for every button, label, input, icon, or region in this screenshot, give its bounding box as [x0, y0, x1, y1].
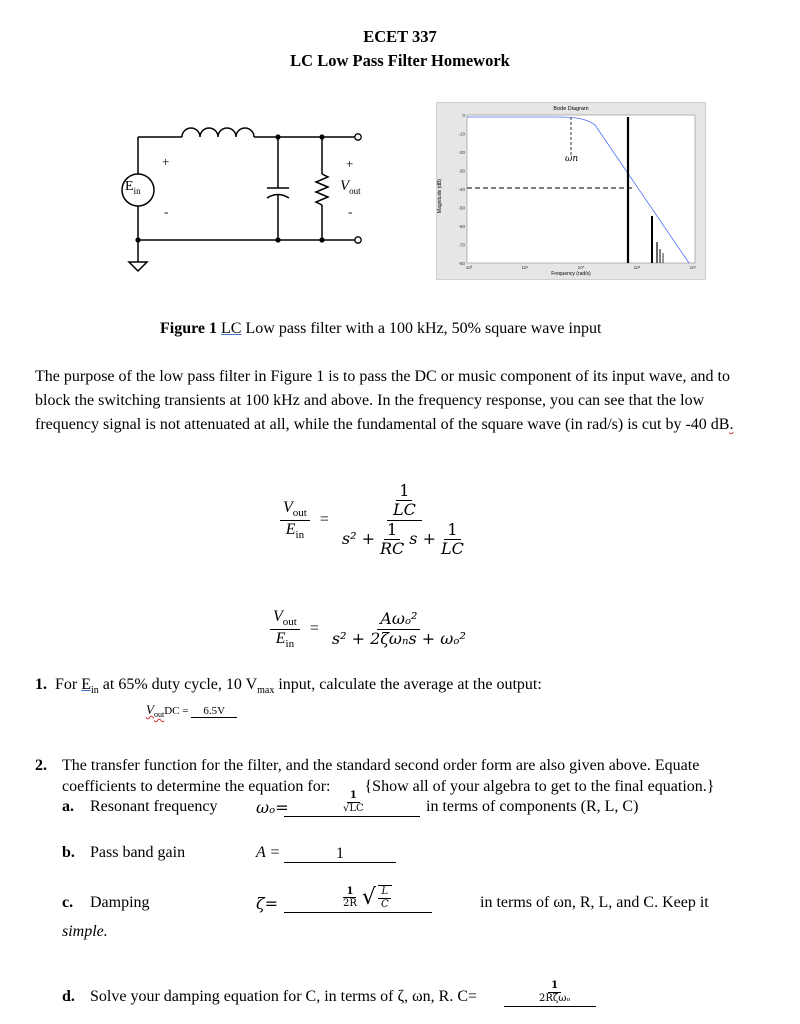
figure-lc: LC [221, 320, 242, 337]
minus-out: - [348, 204, 353, 219]
intro-paragraph [35, 365, 765, 437]
question-2: 2. The transfer function for the filter, and the standard second order form are also given above. Equate coefficients to determine the equation for: {Show all of your algebra to get to the final equation.} [35, 757, 715, 795]
intro-value: -40 dB [685, 416, 730, 433]
y-tick: -70 [458, 242, 465, 248]
x-tick: 10⁴ [521, 265, 529, 270]
y-tick: 0 [462, 113, 465, 118]
question-2c: c. Damping ζ= $\frac{1}{2R}$ √ $\frac{L}{C}$ in terms of ωn, R, L, and C. Keep it [62, 884, 709, 913]
second-order-eq [270, 608, 469, 651]
q2c-tail-2: simple. [62, 923, 108, 940]
x-tick: 10³ [465, 265, 473, 270]
q2b-answer-field[interactable]: 1 [284, 842, 396, 863]
bode-title: Bode Diagram [553, 106, 589, 112]
eq2-rhs: $\frac{\text{Aωₒ²}}{\text{s² + 2ζωₙs + ωₒ²}}$ [331, 609, 466, 648]
q2a-answer-field[interactable]: $\frac{1}{√LC}$ [284, 796, 420, 817]
circuit-svg [110, 118, 380, 288]
figure-caption-text: Low pass filter with a 100 kHz, 50% square wave input [245, 320, 602, 337]
question-2a: a. Resonant frequency ωₒ= $\frac{1}{√LC}$ in terms of components (R, L, C) [62, 790, 639, 817]
bode-ylabel: Magnitude (dB) [437, 178, 444, 214]
eq1-lhs: $\frac{V_{out}}{E_{in}}$ [280, 499, 310, 542]
transfer-function-eq [280, 482, 470, 559]
y-tick: -80 [458, 261, 465, 266]
eq2-lhs: $\frac{V_{out}}{E_{in}}$ [270, 608, 300, 651]
y-tick: -60 [458, 224, 465, 229]
y-tick: -10 [458, 131, 465, 137]
plus-out: + [346, 156, 354, 171]
intro-end: . [729, 416, 734, 433]
course-title: ECET 337 [363, 27, 437, 46]
wn-label: ωn [565, 154, 579, 164]
minus-in: - [164, 204, 169, 219]
y-tick: -50 [458, 205, 465, 211]
question-1: 1. For $E_{in}$ at 65% duty cycle, 10 $V_{max}$ input, calculate the average at the output: [35, 676, 542, 697]
question-2b: b. Pass band gain A = 1 [62, 842, 782, 866]
eq2-equals: = [309, 620, 319, 638]
figure-caption [160, 320, 601, 338]
q1-number: 1. [35, 676, 47, 693]
x-tick: 10⁶ [633, 265, 641, 270]
y-tick: -40 [458, 187, 465, 192]
intro-text: The purpose of the low pass filter in Figure 1 is to pass the DC or music component of its input wave, and to block the switching transients at 100 kHz and above. In the frequency response, you can see that the low frequency signal is not attenuated at all, while the fundamental of the square wave (in rad/s) is cut by [35, 368, 730, 433]
q1-answer-value[interactable]: 6.5V [191, 705, 237, 718]
source-label: $E_{in}$ [125, 179, 141, 196]
q1-answer: $V_{out}DC = 6.5V$ [146, 702, 237, 719]
y-tick: -30 [458, 168, 465, 174]
eq1-rhs: $\frac{1}{LC}$ s² + $\frac{1}{RC}$ s + $\frac{1}{LC}$ [341, 481, 464, 559]
figure-label: Figure 1 [160, 320, 218, 337]
page-title: LC Low Pass Filter Homework [290, 51, 510, 70]
q2c-answer-field[interactable]: $\frac{1}{2R}$ √ $\frac{L}{C}$ [284, 890, 432, 913]
x-tick: 10⁵ [577, 265, 585, 270]
lc-circuit-diagram [110, 118, 380, 288]
question-2d: d. Solve your damping equation for C, in terms of ζ, ωn, R. C= 1 2Rζωₒ [62, 986, 782, 1016]
eq1-equals: = [319, 511, 329, 529]
y-tick: -20 [458, 150, 465, 155]
vout-label: $V_{out}$ [340, 178, 361, 196]
plus-in: + [162, 154, 170, 169]
x-tick: 10⁷ [689, 265, 697, 270]
bode-svg [437, 103, 705, 279]
bode-xlabel: Frequency (rad/s) [551, 271, 591, 277]
bode-plot [436, 102, 706, 280]
q2d-answer-field[interactable]: 1 2Rζωₒ [504, 986, 596, 1007]
